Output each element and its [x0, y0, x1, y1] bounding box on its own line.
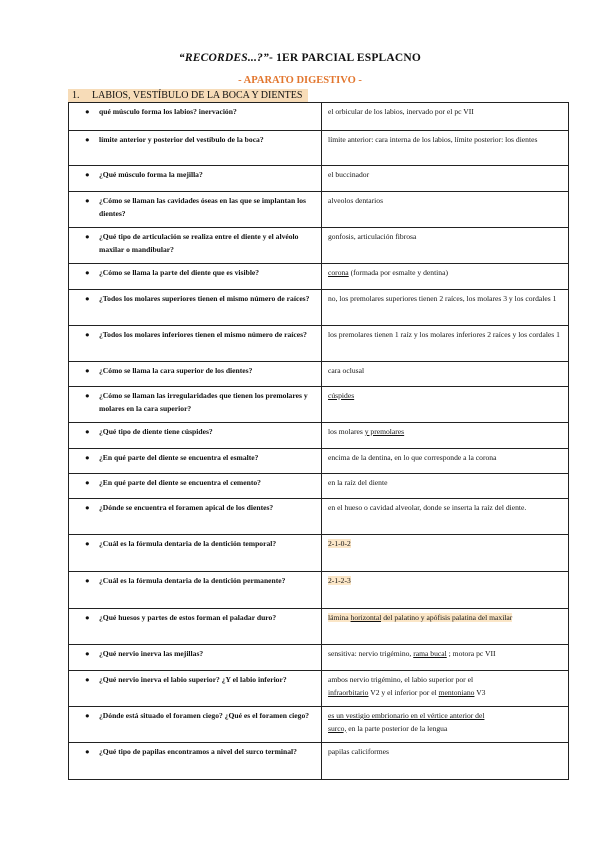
answer-cell [322, 645, 569, 671]
question-cell [69, 264, 322, 290]
question-cell [69, 572, 322, 609]
question-cell [69, 387, 322, 423]
answer-cell [322, 535, 569, 572]
answer-underlined: corona [328, 268, 349, 277]
bullet-icon: ● [85, 232, 90, 241]
table-row [69, 264, 569, 290]
bullet-icon: ● [85, 107, 90, 116]
answer-cell [322, 362, 569, 387]
question-cell [69, 449, 322, 474]
bullet-icon: ● [85, 135, 90, 144]
title-italic: “RECORDES...?” [178, 52, 269, 64]
bullet-icon: ● [85, 294, 90, 303]
answer-text: límite anterior: cara interna de los labios, límite posterior: los dientes [328, 135, 538, 144]
question-cell [69, 192, 322, 228]
question-cell [69, 609, 322, 645]
answer-text: sensitiva: nervio trigémino, [328, 649, 414, 658]
question-text: ¿Qué tipo de articulación se realiza entre el diente y el alvéolo maxilar o mandibular? [99, 232, 299, 254]
answer-cell [322, 423, 569, 449]
answer-cell [322, 671, 569, 707]
question-text: ¿Qué nervio inerva las mejillas? [99, 649, 204, 658]
answer-cell [322, 499, 569, 535]
answer-highlighted: lámina [328, 613, 351, 622]
question-cell [69, 474, 322, 499]
question-cell [69, 131, 322, 166]
table-row [69, 535, 569, 572]
answer-text: en la raíz del diente [328, 478, 388, 487]
question-cell [69, 707, 322, 743]
question-text: ¿Cómo se llama la cara superior de los dientes? [99, 366, 253, 375]
section-title: LABIOS, VESTÍBULO DE LA BOCA Y DIENTES [92, 90, 303, 101]
section-number: 1. [72, 90, 80, 101]
answer-text: ambos nervio trigémino, el labio superior por el [328, 675, 474, 684]
answer-underlined: es un vestigio embrionario en el vértice anterior del [328, 711, 485, 720]
question-text: qué músculo forma los labios? inervación? [99, 107, 237, 116]
table-row [69, 474, 569, 499]
table-row [69, 707, 569, 743]
answer-cell [322, 387, 569, 423]
table-row [69, 645, 569, 671]
question-cell [69, 535, 322, 572]
answer-text: V3 [474, 687, 486, 697]
bullet-icon: ● [85, 747, 90, 756]
question-cell [69, 423, 322, 449]
table-row [69, 103, 569, 131]
table-row [69, 362, 569, 387]
question-text: ¿Qué tipo de papilas encontramos a nivel del surco terminal? [99, 747, 297, 756]
bullet-icon: ● [85, 478, 90, 487]
answer-highlighted: 2-1-0-2 [328, 539, 351, 548]
answer-cell [322, 264, 569, 290]
question-text: ¿Todos los molares inferiores tienen el mismo número de raíces? [99, 330, 307, 339]
answer-cell [322, 572, 569, 609]
answer-underlined: y premolares [364, 427, 405, 436]
question-cell [69, 671, 322, 707]
bullet-icon: ● [85, 649, 90, 658]
question-text: ¿Todos los molares superiores tienen el mismo número de raíces? [99, 294, 310, 303]
answer-text: ; motora pc VII [446, 649, 496, 658]
answer-cell [322, 103, 569, 131]
answer-cell [322, 743, 569, 780]
question-text: ¿Qué nervio inerva el labio superior? ¿Y el labio inferior? [99, 675, 287, 684]
answer-cell [322, 326, 569, 362]
question-text: ¿Qué huesos y partes de estos forman el paladar duro? [99, 613, 277, 622]
document-subtitle: - APARATO DIGESTIVO - [238, 75, 362, 86]
answer-highlighted: 2-1-2-3 [328, 576, 351, 585]
answer-cell [322, 474, 569, 499]
bullet-icon: ● [85, 268, 90, 277]
table-row [69, 290, 569, 326]
table-row [69, 572, 569, 609]
question-text: ¿Cómo se llama la parte del diente que es visible? [99, 268, 260, 277]
question-cell [69, 499, 322, 535]
bullet-icon: ● [85, 427, 90, 436]
table-row [69, 671, 569, 707]
table-row [69, 326, 569, 362]
table-row [69, 449, 569, 474]
answer-cell [322, 707, 569, 743]
bullet-icon: ● [85, 503, 90, 512]
table-row [69, 131, 569, 166]
table-row [69, 166, 569, 192]
section-highlight [68, 89, 308, 102]
bullet-icon: ● [85, 330, 90, 339]
table-row [69, 743, 569, 780]
table-row [69, 387, 569, 423]
answer-text: (formada por esmalte y dentina) [348, 268, 448, 277]
answer-cell [322, 131, 569, 166]
question-text: ¿En qué parte del diente se encuentra el cemento? [99, 478, 261, 487]
title-rest: - 1ER PARCIAL ESPLACNO [268, 52, 422, 64]
bullet-icon: ● [85, 711, 90, 720]
document-title [0, 52, 600, 64]
answer-underlined: mentoniano [438, 687, 475, 697]
question-text: ¿Cuál es la fórmula dentaria de la dentición temporal? [99, 539, 277, 548]
answer-cell [322, 166, 569, 192]
bullet-icon: ● [85, 453, 90, 462]
question-cell [69, 326, 322, 362]
section-heading [68, 89, 308, 102]
question-cell [69, 362, 322, 387]
table-row [69, 499, 569, 535]
bullet-icon: ● [85, 675, 90, 684]
question-text: ¿Cuál es la fórmula dentaria de la dentición permanente? [99, 576, 286, 585]
question-text: ¿Cómo se llaman las cavidades óseas en las que se implantan los dientes? [99, 196, 306, 218]
table-row [69, 192, 569, 228]
answer-text: en la parte posterior de la lengua [346, 723, 448, 733]
answer-underlined: surco, [328, 723, 347, 733]
bullet-icon: ● [85, 576, 90, 585]
bullet-icon: ● [85, 613, 90, 622]
answer-text: gonfosis, articulación fibrosa [328, 232, 417, 241]
answer-cell [322, 228, 569, 264]
answer-text: los molares [328, 427, 365, 436]
answer-cell [322, 290, 569, 326]
answer-text: cara oclusal [328, 366, 365, 375]
bullet-icon: ● [85, 539, 90, 548]
answer-text: papilas caliciformes [328, 747, 389, 756]
bullet-icon: ● [85, 391, 90, 400]
answer-underlined: cúspides [328, 391, 355, 400]
question-cell [69, 743, 322, 780]
table-row [69, 228, 569, 264]
question-text: ¿Cómo se llaman las irregularidades que tienen los premolares y molares en la cara superior? [99, 391, 308, 413]
answer-text: los premolares tienen 1 raíz y los molares inferiores 2 raíces y los cordales 1 [328, 330, 560, 339]
answer-underlined: infraorbitario [328, 687, 369, 697]
question-text: ¿Dónde está situado el foramen ciego? ¿Qué es el foramen ciego? [99, 711, 310, 720]
answer-highlighted: del palatino y apófisis palatina del maxilar [381, 613, 513, 622]
answer-text: el buccinador [328, 170, 370, 179]
question-cell [69, 290, 322, 326]
answer-text: encima de la dentina, en lo que corresponde a la corona [328, 453, 497, 462]
question-cell [69, 166, 322, 192]
answer-underlined: rama bucal [413, 649, 447, 658]
answer-cell [322, 192, 569, 228]
question-cell [69, 228, 322, 264]
bullet-icon: ● [85, 170, 90, 179]
table-row [69, 609, 569, 645]
question-text: ¿Qué tipo de diente tiene cúspides? [99, 427, 213, 436]
answer-text: el orbicular de los labios, inervado por el pc VII [328, 107, 474, 116]
answer-text: no, los premolares superiores tienen 2 raíces, los molares 3 y los cordales 1 [328, 294, 557, 303]
bullet-icon: ● [85, 196, 90, 205]
question-text: ¿Qué músculo forma la mejilla? [99, 170, 203, 179]
question-text: ¿Dónde se encuentra el foramen apical de los dientes? [99, 503, 274, 512]
question-text: ¿En qué parte del diente se encuentra el esmalte? [99, 453, 259, 462]
question-text: límite anterior y posterior del vestíbulo de la boca? [99, 135, 264, 144]
answer-text: V2 y el inferior por el [368, 687, 439, 697]
answer-text: en el hueso o cavidad alveolar, donde se inserta la raíz del diente. [328, 503, 527, 512]
answer-cell [322, 449, 569, 474]
bullet-icon: ● [85, 366, 90, 375]
answer-cell [322, 609, 569, 645]
table-row [69, 423, 569, 449]
question-cell [69, 103, 322, 131]
question-cell [69, 645, 322, 671]
qa-table [68, 102, 569, 780]
answer-text: alveolos dentarios [328, 196, 384, 205]
answer-highlighted-underlined: horizontal [350, 613, 382, 622]
